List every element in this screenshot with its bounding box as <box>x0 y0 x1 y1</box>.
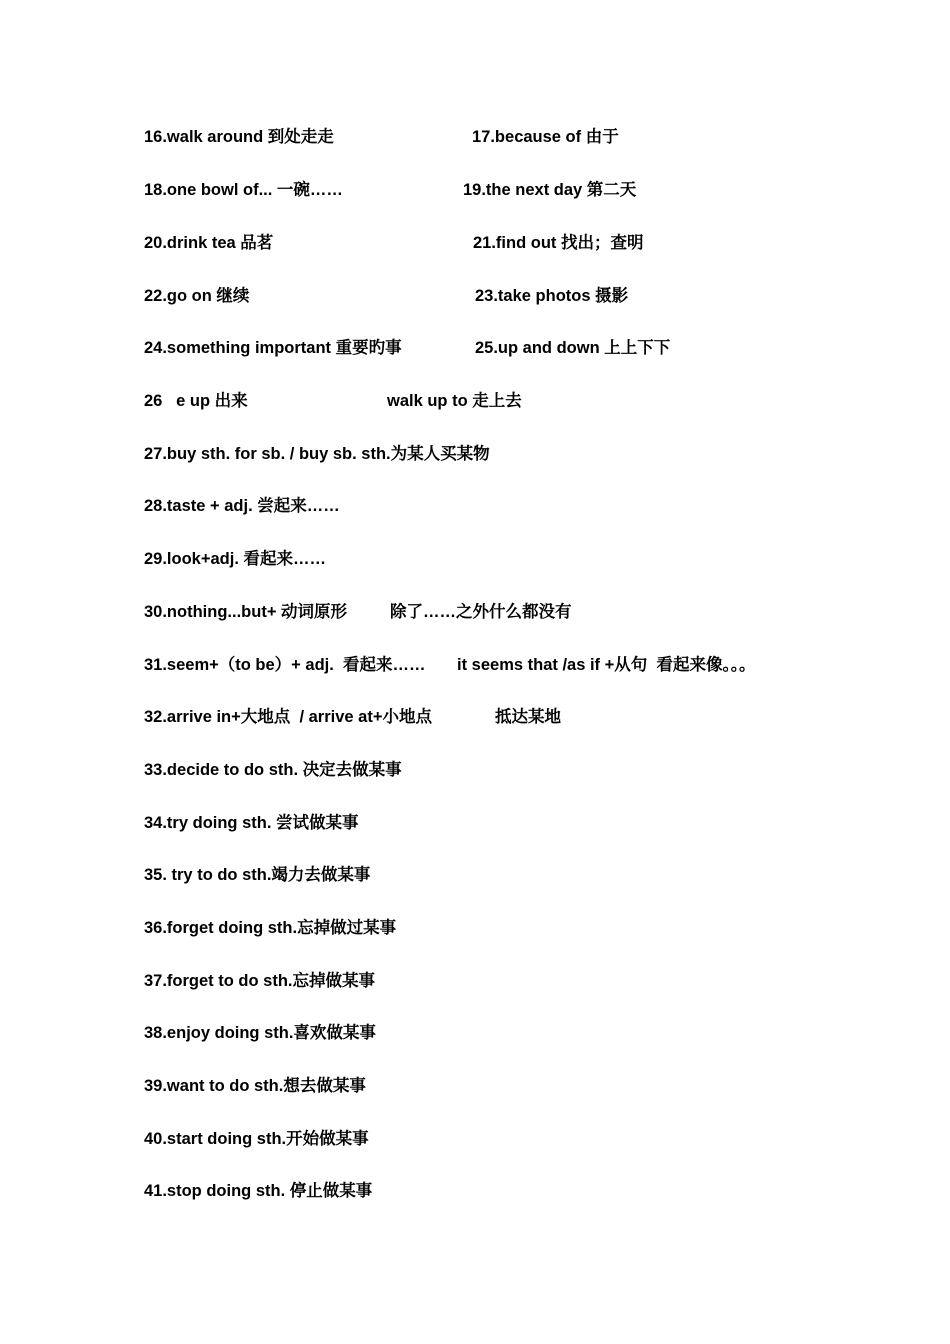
phrase-33: 33.decide to do sth. 决定去做某事 <box>144 761 402 779</box>
phrase-19: 19.the next day 第二天 <box>463 181 637 199</box>
phrase-28: 28.taste + adj. 尝起来…… <box>144 497 340 515</box>
phrase-36: 36.forget doing sth.忘掉做过某事 <box>144 919 397 937</box>
phrase-37: 37.forget to do sth.忘掉做某事 <box>144 972 375 990</box>
phrase-38: 38.enjoy doing sth.喜欢做某事 <box>144 1024 376 1042</box>
phrase-24: 24.something important 重要旳事 <box>144 339 402 357</box>
phrase-26: 26 e up 出来 <box>144 392 248 410</box>
phrase-39: 39.want to do sth.想去做某事 <box>144 1077 366 1095</box>
phrase-31-it-seems: it seems that /as if +从句 看起来像。。。 <box>457 656 756 674</box>
phrase-27: 27.buy sth. for sb. / buy sb. sth.为某人买某物 <box>144 445 490 463</box>
phrase-30-meaning: 除了……之外什么都没有 <box>390 603 572 621</box>
phrase-18: 18.one bowl of... 一碗…… <box>144 181 343 199</box>
phrase-30: 30.nothing...but+ 动词原形 <box>144 603 348 621</box>
phrase-26-walk-up: walk up to 走上去 <box>387 392 522 410</box>
phrase-21: 21.find out 找出；查明 <box>473 234 644 252</box>
phrase-32: 32.arrive in+大地点 / arrive at+小地点 <box>144 708 432 726</box>
phrase-31: 31.seem+（to be）+ adj. 看起来…… <box>144 656 426 674</box>
phrase-17: 17.because of 由于 <box>472 128 619 146</box>
phrase-23: 23.take photos 摄影 <box>475 287 629 305</box>
phrase-25: 25.up and down 上上下下 <box>475 339 671 357</box>
phrase-35: 35. try to do sth.竭力去做某事 <box>144 866 371 884</box>
phrase-40: 40.start doing sth.开始做某事 <box>144 1130 369 1148</box>
phrase-22: 22.go on 继续 <box>144 287 250 305</box>
phrase-29: 29.look+adj. 看起来…… <box>144 550 326 568</box>
phrase-32-meaning: 抵达某地 <box>495 708 561 726</box>
phrase-20: 20.drink tea 品茗 <box>144 234 274 252</box>
phrase-41: 41.stop doing sth. 停止做某事 <box>144 1182 373 1200</box>
phrase-34: 34.try doing sth. 尝试做某事 <box>144 814 359 832</box>
phrase-16: 16.walk around 到处走走 <box>144 128 334 146</box>
